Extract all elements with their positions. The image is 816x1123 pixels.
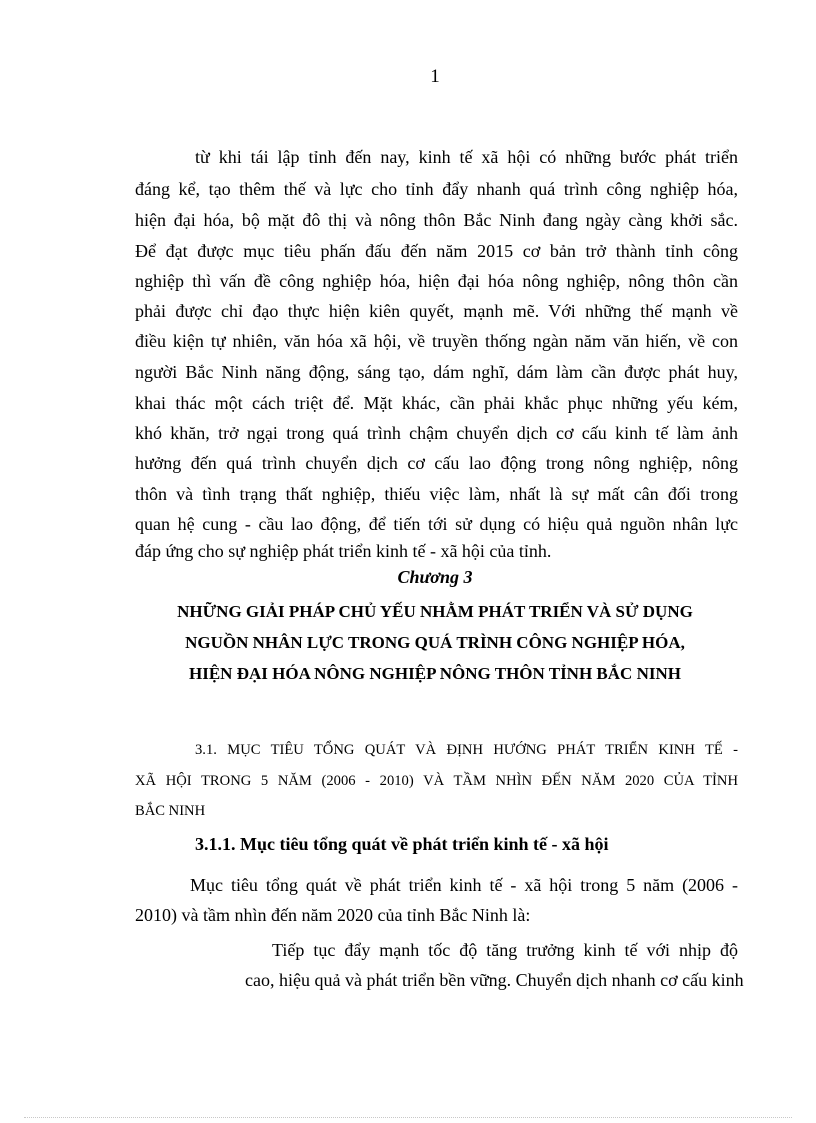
subsection-title: 3.1.1. Mục tiêu tổng quát về phát triển kinh tế - xã hội bbox=[195, 834, 609, 854]
section-heading-line: BẮC NINH bbox=[135, 803, 206, 819]
intro-line: Mục tiêu tổng quát về phát triển kinh tế - xã hội trong 5 năm (2006 - bbox=[190, 875, 738, 895]
paragraph-line: người Bắc Ninh năng động, sáng tạo, dám nghĩ, dám làm cần được phát huy, bbox=[135, 362, 738, 382]
paragraph-line: khó khăn, trở ngại trong quá trình chậm chuyển dịch cơ cấu kinh tế làm ảnh bbox=[135, 423, 738, 443]
chapter-title-line: NGUỒN NHÂN LỰC TRONG QUÁ TRÌNH CÔNG NGHIỆP HÓA, bbox=[185, 633, 685, 652]
quote-line: Tiếp tục đẩy mạnh tốc độ tăng trưởng kinh tế với nhịp độ bbox=[272, 940, 738, 960]
paragraph-line: hiện đại hóa, bộ mặt đô thị và nông thôn Bắc Ninh đang ngày càng khởi sắc. bbox=[135, 210, 738, 230]
paragraph-line: từ khi tái lập tỉnh đến nay, kinh tế xã hội có những bước phát triển bbox=[195, 147, 738, 167]
chapter-title-line: NHỮNG GIẢI PHÁP CHỦ YẾU NHẰM PHÁT TRIỂN VÀ SỬ DỤNG bbox=[177, 602, 693, 621]
chapter-title-line: HIỆN ĐẠI HÓA NÔNG NGHIỆP NÔNG THÔN TỈNH BẮC NINH bbox=[189, 664, 681, 683]
quote-line: cao, hiệu quả và phát triển bền vững. Chuyển dịch nhanh cơ cấu kinh bbox=[245, 970, 744, 990]
paragraph-line: nghiệp thì vấn đề công nghiệp hóa, hiện đại hóa nông nghiệp, nông thôn cần bbox=[135, 271, 738, 291]
paragraph-line: quan hệ cung - cầu lao động, để tiến tới sử dụng có hiệu quả nguồn nhân lực bbox=[135, 514, 738, 534]
paragraph-line: đáp ứng cho sự nghiệp phát triển kinh tế - xã hội của tỉnh. bbox=[135, 541, 552, 561]
paragraph-line: điều kiện tự nhiên, văn hóa xã hội, về truyền thống ngàn năm văn hiến, về con bbox=[135, 331, 738, 351]
section-heading-line: 3.1. MỤC TIÊU TỔNG QUÁT VÀ ĐỊNH HƯỚNG PHÁT TRIỂN KINH TẾ - bbox=[195, 742, 738, 758]
section-heading-line: XÃ HỘI TRONG 5 NĂM (2006 - 2010) VÀ TẦM NHÌN ĐẾN NĂM 2020 CỦA TỈNH bbox=[135, 773, 738, 789]
paragraph-line: phải được chỉ đạo thực hiện kiên quyết, mạnh mẽ. Với những thế mạnh về bbox=[135, 301, 738, 321]
paragraph-line: đáng kể, tạo thêm thế và lực cho tỉnh đẩy nhanh quá trình công nghiệp hóa, bbox=[135, 179, 738, 199]
page-bottom-rule bbox=[24, 1117, 792, 1118]
paragraph-line: Để đạt được mục tiêu phấn đấu đến năm 2015 cơ bản trở thành tỉnh công bbox=[135, 241, 738, 261]
chapter-label: Chương 3 bbox=[397, 567, 473, 587]
paragraph-line: hưởng đến quá trình chuyển dịch cơ cấu lao động trong nông nghiệp, nông bbox=[135, 453, 738, 473]
paragraph-line: thôn và tình trạng thất nghiệp, thiếu việc làm, nhất là sự mất cân đối trong bbox=[135, 484, 738, 504]
page-number: 1 bbox=[430, 66, 440, 87]
intro-line: 2010) và tầm nhìn đến năm 2020 của tỉnh Bắc Ninh là: bbox=[135, 905, 531, 925]
paragraph-line: khai thác một cách triệt để. Mặt khác, cần phải khắc phục những yếu kém, bbox=[135, 393, 738, 413]
